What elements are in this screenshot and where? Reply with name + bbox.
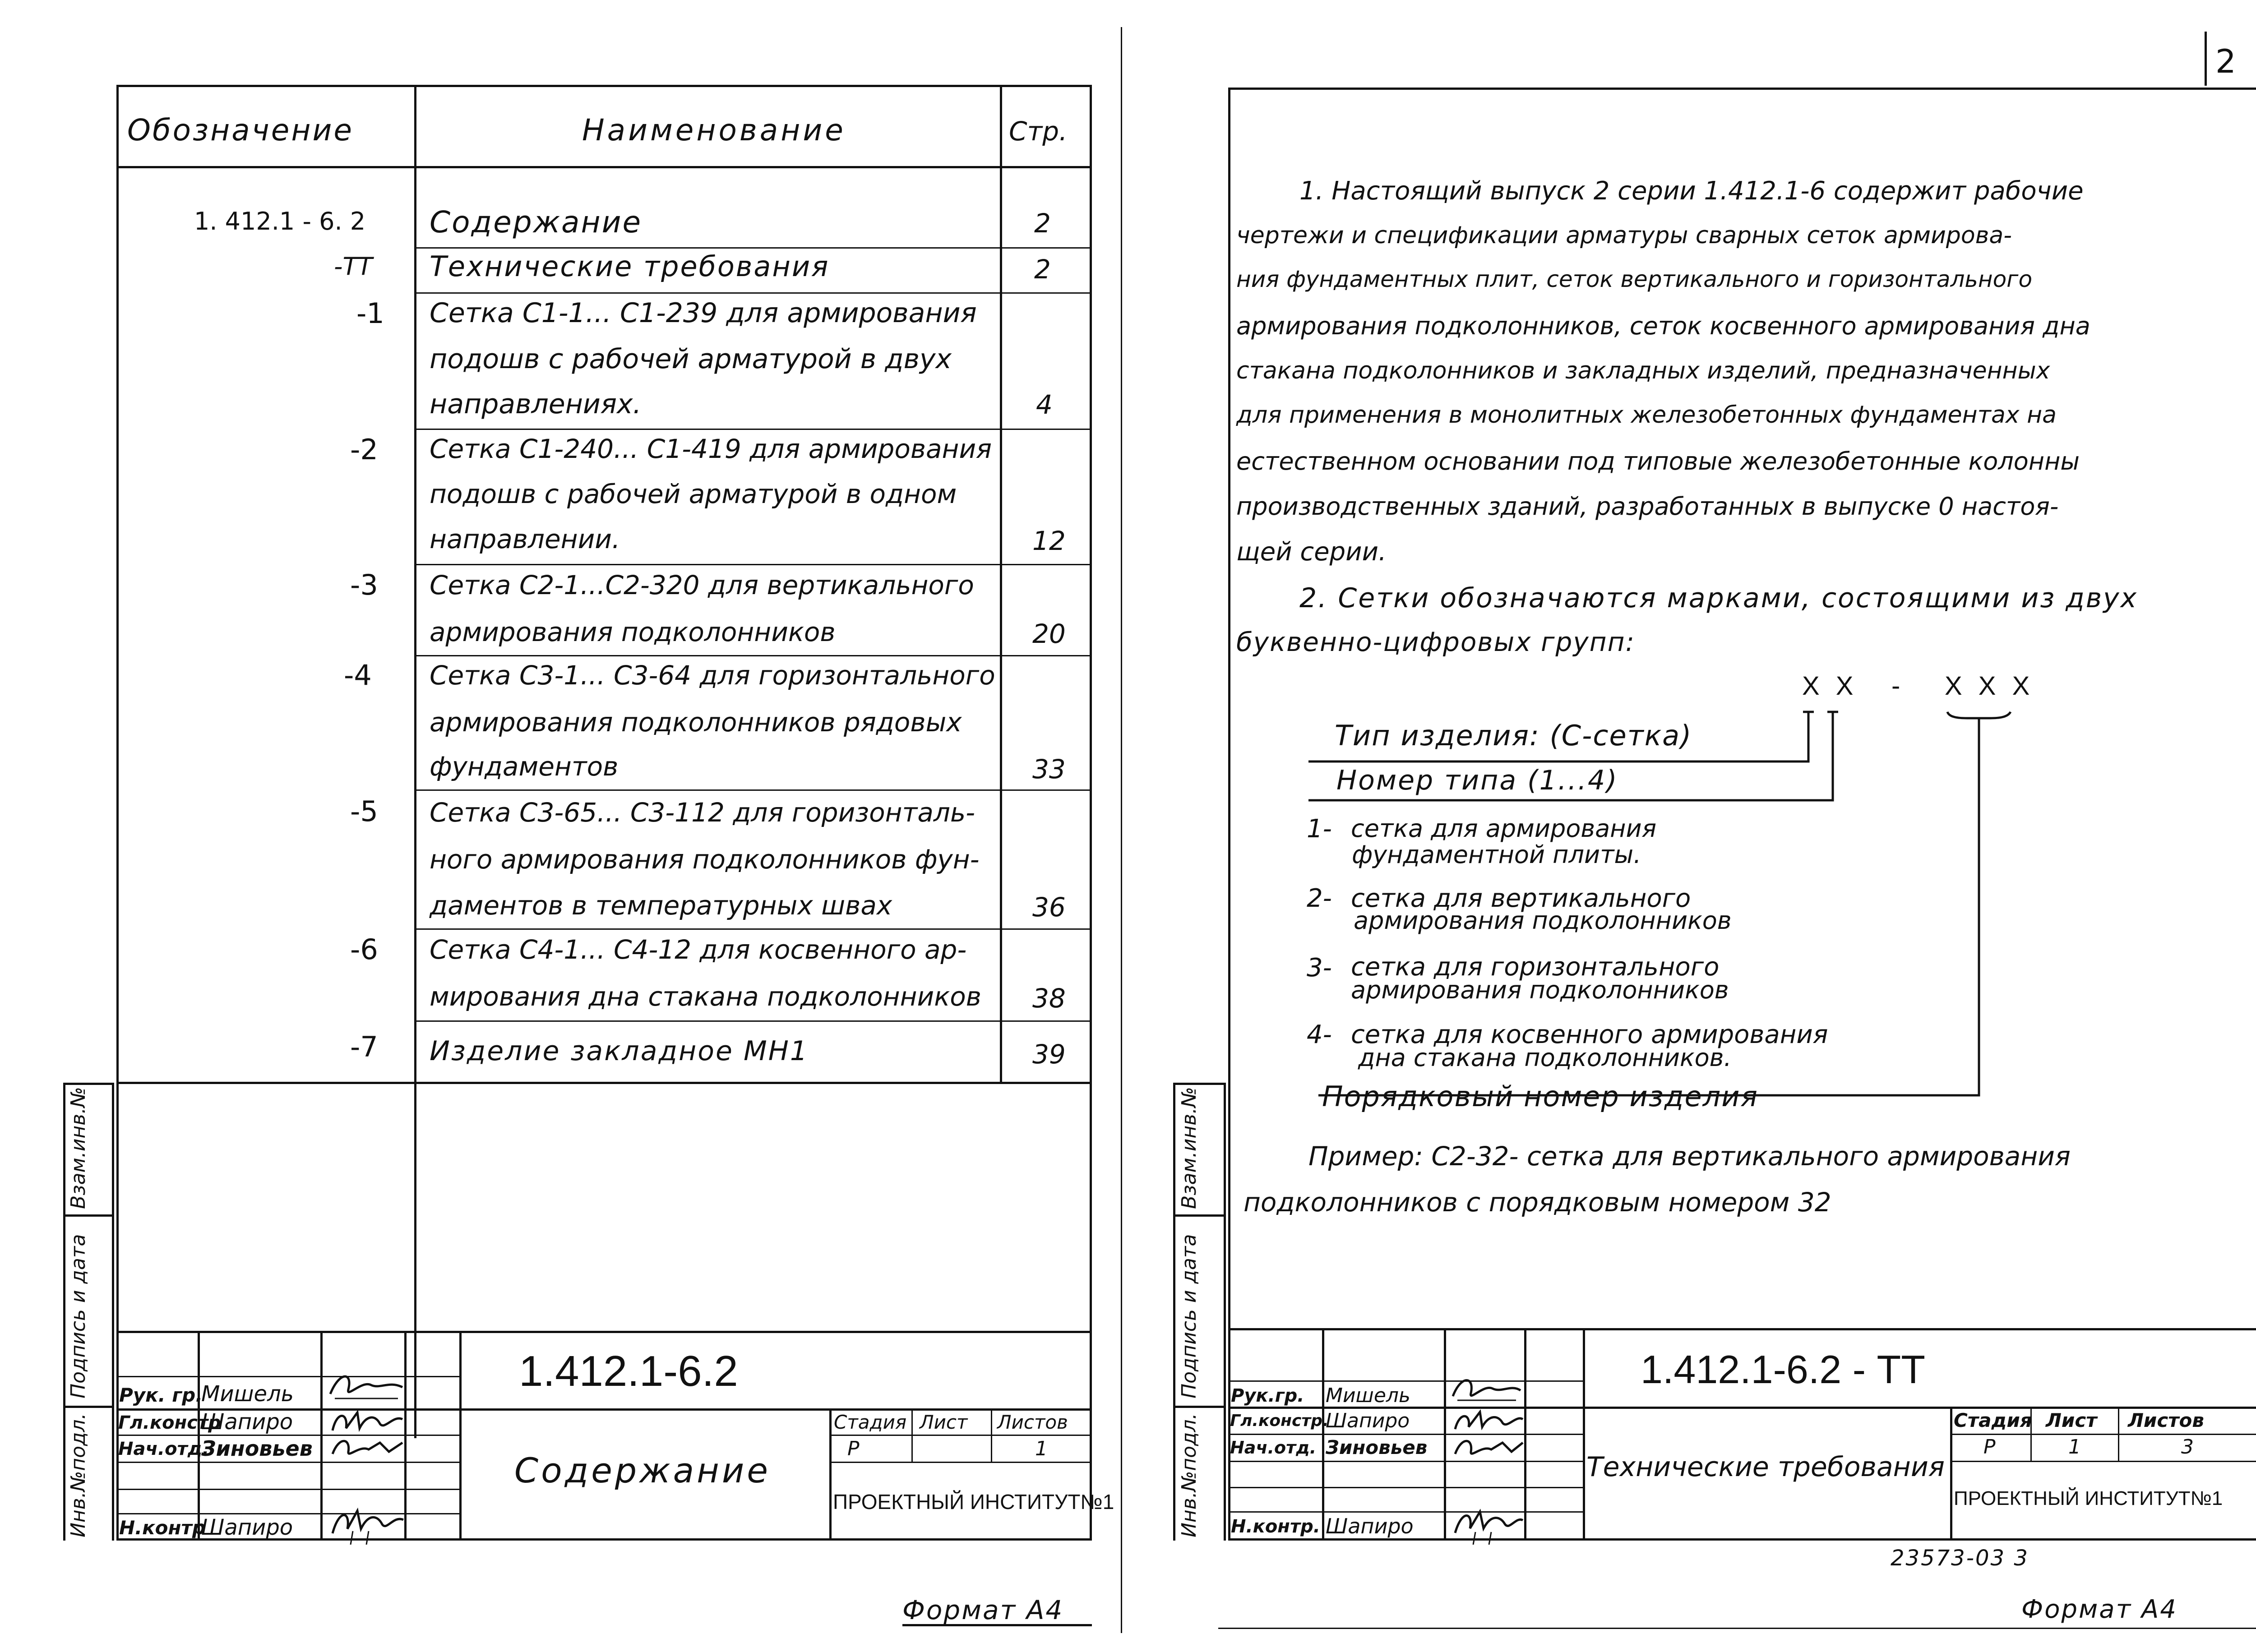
type-num: 1- xyxy=(1307,814,1332,844)
stage-value: Р xyxy=(1983,1435,1996,1458)
sheet-label: Лист xyxy=(2046,1409,2097,1431)
row-name: Сетка С1-240... С1-419 для армирования xyxy=(430,434,992,464)
role-label: Нач.отд. xyxy=(118,1439,209,1459)
side-label-inv: Инв.№подл. xyxy=(67,1413,90,1537)
type-label: Тип изделия: (С-сетка) xyxy=(1335,719,1692,752)
text-line: для применения в монолитных железобетонных фундаментах на xyxy=(1236,401,2057,429)
text-line: естественном основании под типовые железобетонные колонны xyxy=(1236,447,2080,475)
sheet-value: 1 xyxy=(1035,1437,1048,1460)
role-name: Шапиро xyxy=(1326,1409,1410,1432)
type-text: дна стакана подколонников. xyxy=(1358,1043,1732,1072)
signature-image xyxy=(1448,1371,1525,1407)
signature-image xyxy=(1448,1407,1525,1435)
side-label-replace: Взам.инв.№ xyxy=(67,1087,90,1209)
example-line: подколонников с порядковым номером 32 xyxy=(1244,1187,1831,1218)
page-number: 2 xyxy=(2215,42,2236,80)
header-designation: Обозначение xyxy=(127,113,354,148)
code-dash: - xyxy=(1891,671,1900,701)
role-name: Шапиро xyxy=(1326,1514,1414,1538)
row-page: 33 xyxy=(1032,754,1066,784)
type-num: 4- xyxy=(1307,1020,1332,1049)
row-page: 4 xyxy=(1036,389,1053,420)
row-code: 1. 412.1 - 6. 2 xyxy=(194,207,366,235)
stage-label: Стадия xyxy=(834,1411,907,1433)
text-line: буквенно-цифровых групп: xyxy=(1236,627,1636,657)
role-label: Рук. гр. xyxy=(119,1384,203,1406)
signature-image xyxy=(326,1367,407,1407)
text-line: 1. Настоящий выпуск 2 серии 1.412.1-6 содержит рабочие xyxy=(1299,176,2084,206)
type-num: 3- xyxy=(1307,953,1332,983)
header-page: Стр. xyxy=(1009,116,1068,147)
row-name: Сетка С1-1... С1-239 для армирования xyxy=(430,297,977,329)
sheet-label: Лист xyxy=(920,1411,968,1433)
doc-code: 1.412.1-6.2 xyxy=(519,1347,738,1395)
text-line: 2. Сетки обозначаются марками, состоящими из двух xyxy=(1299,582,2138,614)
row-name: Содержание xyxy=(430,205,643,240)
row-name: подошв с рабочей арматурой в двух xyxy=(430,343,952,375)
sheets-value: 3 xyxy=(2181,1435,2194,1458)
header-name: Наименование xyxy=(582,113,846,148)
signature-image xyxy=(1448,1434,1525,1463)
signature-image xyxy=(326,1504,407,1545)
role-label: Гл.констр xyxy=(118,1412,221,1433)
sheets-label: Листов xyxy=(997,1411,1068,1433)
number-label: Номер типа (1...4) xyxy=(1336,765,1618,796)
type-text: сетка для армирования xyxy=(1351,814,1657,843)
role-name: Зиновьев xyxy=(1326,1436,1428,1458)
stage-value: Р xyxy=(847,1437,860,1460)
role-name: Мишель xyxy=(1326,1384,1410,1407)
row-name: подошв с рабочей арматурой в одном xyxy=(430,479,957,509)
row-code: -7 xyxy=(350,1030,378,1063)
format-label: Формат А4 xyxy=(902,1595,1064,1625)
row-code: -ТТ xyxy=(334,252,373,281)
row-name: ного армирования подколонников фун- xyxy=(430,844,980,875)
text-line: стакана подколонников и закладных изделий, предназначенных xyxy=(1236,357,2050,384)
row-page: 12 xyxy=(1032,526,1066,556)
type-text: фундаментной плиты. xyxy=(1352,840,1641,869)
code-left: Х Х xyxy=(1802,671,1858,701)
role-name: Шапиро xyxy=(201,1515,293,1540)
sheet-value: 1 xyxy=(2068,1435,2081,1458)
row-name: Изделие закладное МН1 xyxy=(430,1035,809,1067)
role-label: Нач.отд. xyxy=(1230,1438,1317,1458)
example-line: Пример: С2-32- сетка для вертикального армирования xyxy=(1308,1141,2071,1172)
stage-label: Стадия xyxy=(1954,1409,2032,1431)
side-label-sign: Подпись и дата xyxy=(67,1234,90,1398)
type-num: 2- xyxy=(1307,884,1332,913)
row-name: мирования дна стакана подколонников xyxy=(430,981,981,1012)
org-name: ПРОЕКТНЫЙ ИНСТИТУТ№1 xyxy=(833,1490,1114,1514)
org-name: ПРОЕКТНЫЙ ИНСТИТУТ№1 xyxy=(1954,1487,2223,1509)
text-line: ния фундаментных плит, сеток вертикального и горизонтального xyxy=(1236,266,2033,292)
sheet-divider xyxy=(1121,27,1122,1633)
row-page: 20 xyxy=(1032,618,1066,649)
type-text: сетка для косвенного армирования xyxy=(1351,1020,1828,1049)
row-name: направлениях. xyxy=(430,388,642,420)
role-name: Шапиро xyxy=(201,1409,293,1435)
row-name: Сетка С3-1... С3-64 для горизонтального xyxy=(430,660,995,691)
row-code: -5 xyxy=(350,795,378,828)
row-code: -3 xyxy=(350,568,378,601)
row-code: -1 xyxy=(356,297,384,330)
sheet-title: Содержание xyxy=(514,1450,771,1490)
row-page: 36 xyxy=(1032,892,1066,923)
row-name: направлении. xyxy=(430,524,620,554)
role-label: Рук.гр. xyxy=(1231,1385,1304,1406)
row-name: фундаментов xyxy=(430,751,619,782)
role-label: Гл.констр. xyxy=(1230,1412,1329,1430)
sheet-title: Технические требования xyxy=(1586,1451,1945,1483)
role-name: Мишель xyxy=(201,1381,294,1407)
text-line: армирования подколонников, сеток косвенного армирования дна xyxy=(1236,312,2090,340)
row-name: Сетка С3-65... С3-112 для горизонталь- xyxy=(430,797,975,828)
row-name: Технические требования xyxy=(430,250,830,283)
format-label: Формат А4 xyxy=(2021,1595,2177,1624)
signature-image xyxy=(1448,1505,1525,1546)
type-text: армирования подколонников xyxy=(1354,906,1732,935)
doc-code: 1.412.1-6.2 - ТТ xyxy=(1641,1347,1925,1392)
role-label: Н.контр. xyxy=(1231,1516,1320,1537)
row-page: 2 xyxy=(1034,208,1051,239)
text-line: чертежи и спецификации арматуры сварных сеток армирова- xyxy=(1236,222,2012,249)
sheets-label: Листов xyxy=(2128,1409,2204,1431)
row-code: -6 xyxy=(350,933,378,966)
type-text: армирования подколонников xyxy=(1351,976,1729,1004)
signature-image xyxy=(326,1434,407,1463)
row-page: 38 xyxy=(1032,983,1066,1014)
ordinal-label: Порядковый номер изделия xyxy=(1322,1080,1758,1113)
row-code: -2 xyxy=(350,433,378,466)
side-label-replace: Взам.инв.№ xyxy=(1178,1087,1201,1209)
row-name: Сетка С4-1... С4-12 для косвенного ар- xyxy=(430,934,967,965)
row-name: Сетка С2-1...С2-320 для вертикального xyxy=(430,570,974,600)
role-label: Н.контр xyxy=(119,1517,206,1539)
archive-number: 23573-03 3 xyxy=(1891,1546,2029,1571)
type-text: сетка для вертикального xyxy=(1351,884,1691,913)
text-line: производственных зданий, разработанных в выпуске 0 настоя- xyxy=(1236,492,2059,521)
type-text: сетка для горизонтального xyxy=(1351,952,1720,982)
row-code: -4 xyxy=(344,659,372,692)
side-label-inv: Инв.№подл. xyxy=(1178,1413,1201,1537)
row-name: армирования подколонников рядовых xyxy=(430,707,962,738)
row-name: армирования подколонников xyxy=(430,617,836,647)
row-name: даментов в температурных швах xyxy=(430,890,892,921)
side-label-sign: Подпись и дата xyxy=(1178,1234,1201,1398)
code-right: Х Х Х xyxy=(1945,671,2034,701)
signature-image xyxy=(326,1406,407,1437)
role-name: Зиновьев xyxy=(201,1436,313,1461)
row-page: 2 xyxy=(1034,254,1051,285)
row-page: 39 xyxy=(1032,1039,1066,1070)
text-line: щей серии. xyxy=(1236,537,1387,567)
